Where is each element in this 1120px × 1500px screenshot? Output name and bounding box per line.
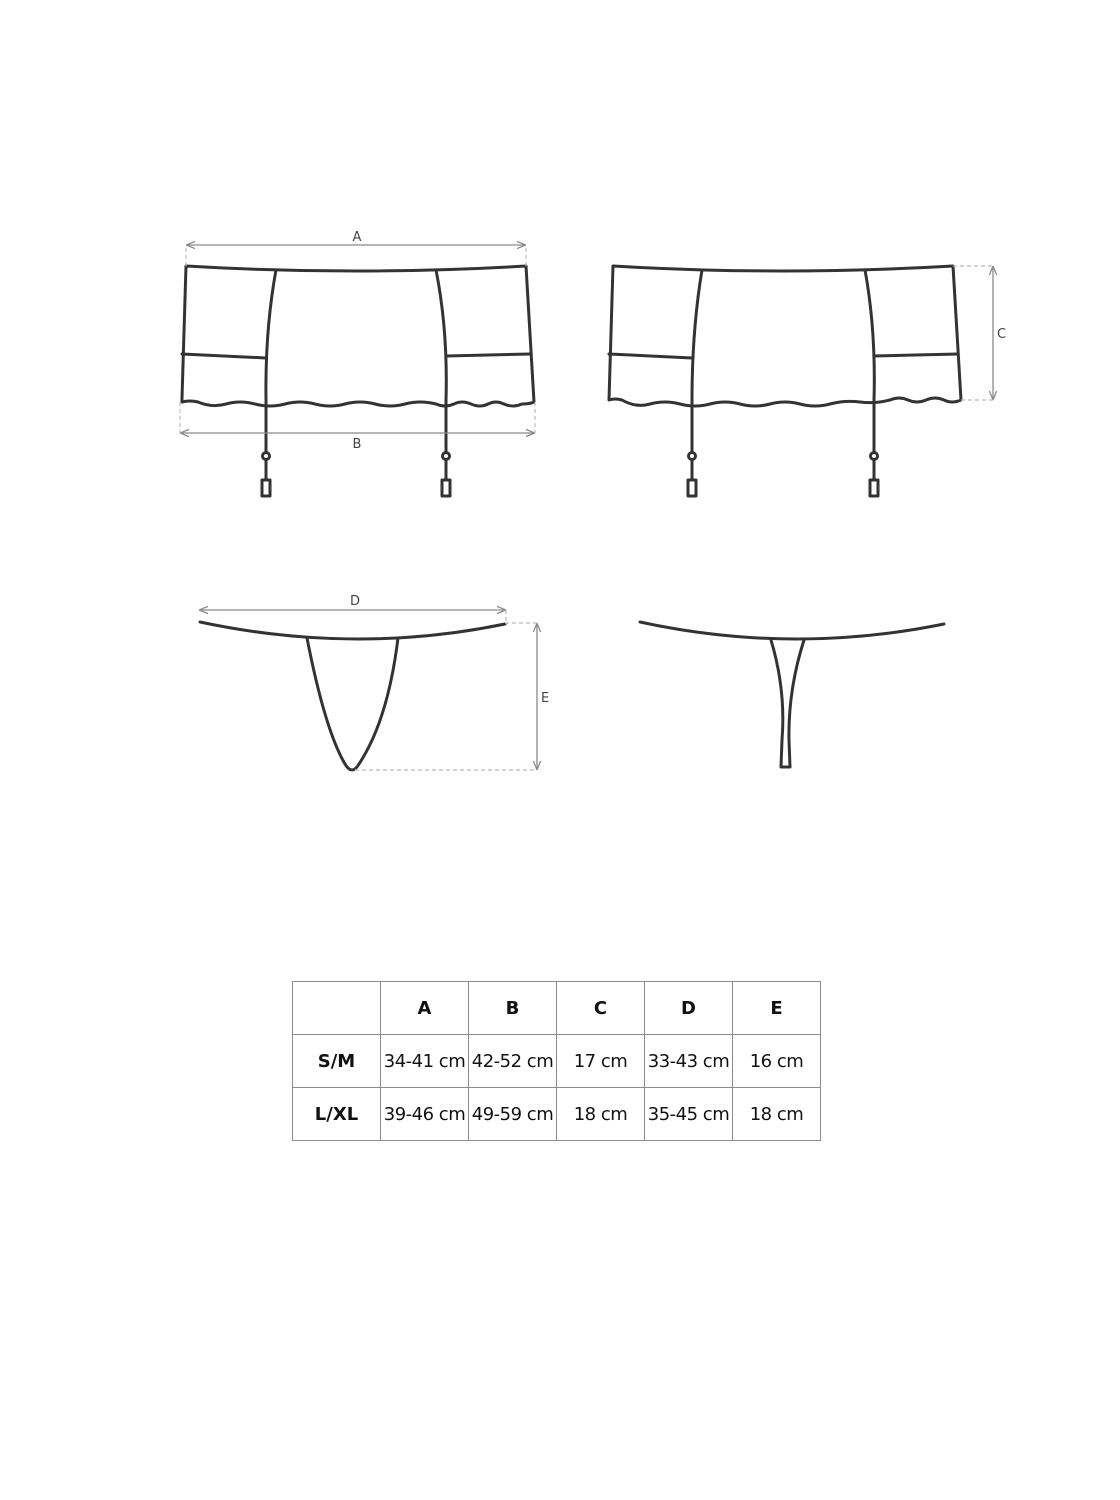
table-cell: 16 cm xyxy=(733,1035,821,1088)
dimension-e-label: E xyxy=(541,691,550,706)
garter-belt-back xyxy=(609,266,961,496)
table-cell: 17 cm xyxy=(557,1035,645,1088)
dimension-a-label: A xyxy=(352,230,362,245)
size-label: S/M xyxy=(293,1035,381,1088)
table-header-cell: D xyxy=(645,982,733,1035)
dimension-c-label: C xyxy=(997,327,1007,342)
table-cell: 33-43 cm xyxy=(645,1035,733,1088)
table-header-cell: E xyxy=(733,982,821,1035)
table-header-cell xyxy=(293,982,381,1035)
size-label: L/XL xyxy=(293,1088,381,1141)
dimension-b-label: B xyxy=(352,437,362,452)
thong-front xyxy=(200,622,505,770)
table-row xyxy=(293,1088,821,1141)
table-header-row xyxy=(293,982,821,1035)
table-cell: 35-45 cm xyxy=(645,1088,733,1141)
table-cell: 18 cm xyxy=(557,1088,645,1141)
table-cell: 49-59 cm xyxy=(469,1088,557,1141)
table-row xyxy=(293,1035,821,1088)
table-cell: 39-46 cm xyxy=(381,1088,469,1141)
table-cell: 34-41 cm xyxy=(381,1035,469,1088)
table-cell: 18 cm xyxy=(733,1088,821,1141)
thong-back xyxy=(640,622,944,767)
table-header-cell: C xyxy=(557,982,645,1035)
table-header-cell: B xyxy=(469,982,557,1035)
dimension-d-label: D xyxy=(349,594,361,609)
garter-belt-front xyxy=(182,266,534,496)
table-header-cell: A xyxy=(381,982,469,1035)
size-table xyxy=(292,981,821,1141)
table-cell: 42-52 cm xyxy=(469,1035,557,1088)
